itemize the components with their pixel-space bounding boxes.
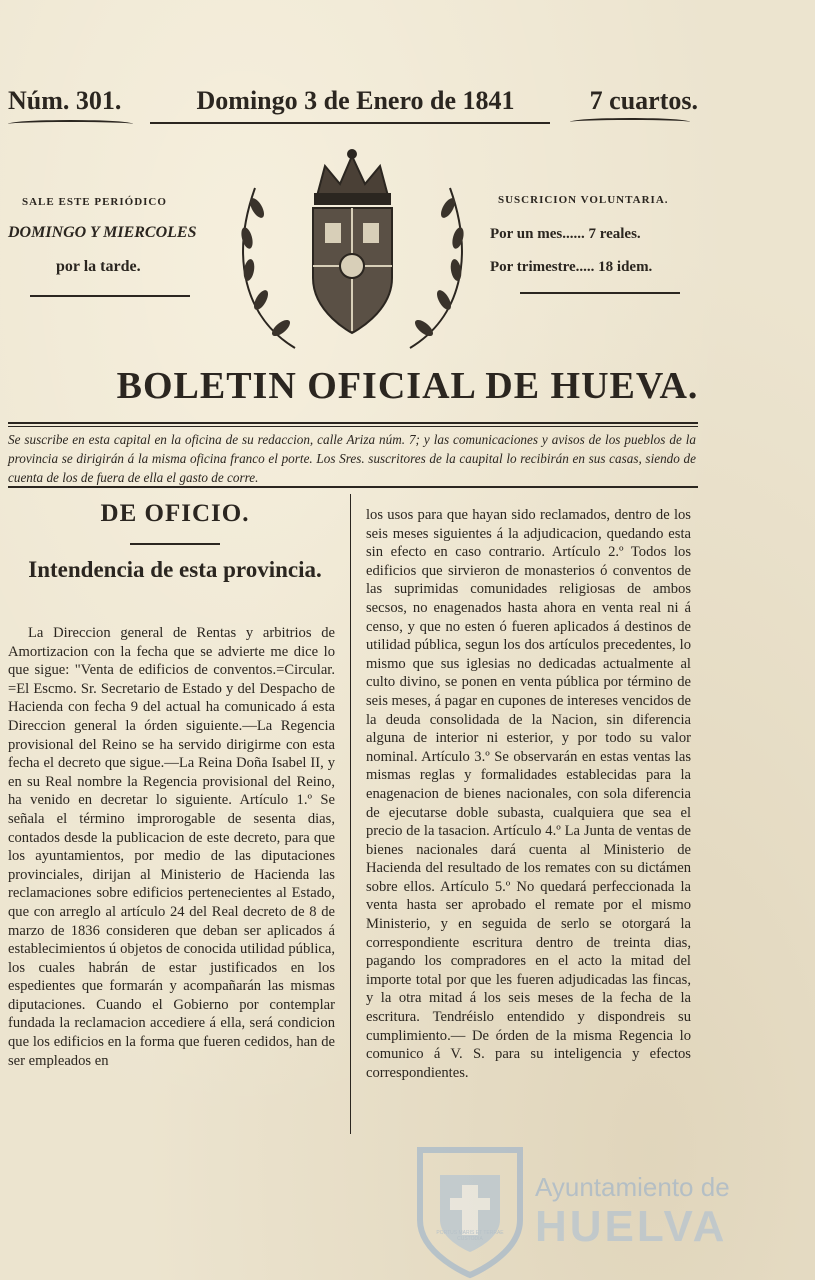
subscription-month-price: Por un mes...... 7 reales. <box>490 226 641 242</box>
watermark-seal-text: PORTUS MARIS ET TERRAE CUSTODIA <box>436 1230 504 1242</box>
issue-number: Núm. 301. <box>8 86 122 115</box>
issue-price: 7 cuartos. <box>589 86 698 115</box>
title-rule-top-thin <box>8 426 698 427</box>
right-ornament-rule <box>520 292 680 294</box>
watermark-line2: HUELVA <box>535 1202 728 1251</box>
left-ornament-rule <box>30 295 190 297</box>
newspaper-title: BOLETIN OFICIAL DE HUEVA. <box>116 365 699 407</box>
city-seal-icon <box>400 1130 540 1280</box>
subscription-quarter-price: Por trimestre..... 18 idem. <box>490 259 653 275</box>
masthead-rule <box>150 122 550 124</box>
subscription-note: Se suscribe en esta capital en la oficina de su redaccion, calle Ariza núm. 7; y las comunicaciones y avisos de los pueblos de la provincia se dirigirán á la misma oficina franco el porte. Los Sres. suscritores de la caupital lo recibirán en sus casas, siendo de cuenta de los de fuera de ella el gasto de corre. <box>8 432 696 485</box>
column-right-text: los usos para que hayan sido reclamados, dentro de los seis meses siguientes á la adjudicacion, quedando esta sin efecto en caso contrario. Artículo 2.º Todos los edificios que sirvieron de monasterios ó conventos de las suprimidas comunidades religiosas de ambos secsos, no enagenados hasta ahora en venta real ni á censo, y que no esten ó fueren aplicados á destinos de utilidad pública, segun los dos artículos precedentes, lo mismo que sus iglesias no dedicadas actualmente al culto divino, se ponen en venta pública por término de seis meses, á pagar en cupones de intereses vencidos de la deuda consolidada de la Nacion, sin diferencia alguna de interior ni esterior, y por todo su valor nominal. Artículo 3.º Se observarán en estas ventas las mismas reglas y formalidades establecidas para la enagenacion de bienes nacionales, con sola diferencia de ejecutarse doble subasta, cualquiera que sea el precio de la tasacion. Artículo 4.º La Junta de ventas de bienes nacionales dará cuenta al Ministerio de Hacienda del resultado de los remates con su dictámen sobre ellos. Artículo 5.º No quedará perfeccionada la venta hasta ser aprobado el remate por el mismo Ministerio, y en seguida de serlo se otorgará la correspondiente escritura dentro de treinta dias, pagando los compradores en el acto la mitad del importe total por que les fueren adjudicadas las fincas, y la otra mitad á los seis meses de la fecha de la escritura. Tendréislo entendido y dispondreis su cumplimiento.— De órden de la misma Regencia lo comunico á V. S. para su inteligencia y efectos correspondientes. <box>366 507 692 1081</box>
publication-time: por la tarde. <box>56 258 141 275</box>
section-heading: DE OFICIO. <box>100 500 250 527</box>
archive-watermark <box>400 1130 800 1280</box>
coat-of-arms <box>225 148 480 358</box>
note-rule-bottom <box>8 486 698 488</box>
title-rule-top <box>8 422 698 424</box>
masthead-swash-right <box>570 118 690 126</box>
column-divider <box>350 494 351 1134</box>
subscription-label: SUSCRICION VOLUNTARIA. <box>498 194 669 206</box>
masthead-swash-left <box>8 120 133 128</box>
issue-date: Domingo 3 de Enero de 1841 <box>196 86 515 115</box>
watermark-line1: Ayuntamiento de <box>535 1172 730 1202</box>
publication-days: DOMINGO Y MIERCOLES <box>8 224 197 241</box>
section-heading-rule <box>130 543 220 545</box>
masthead <box>8 86 698 116</box>
column-left-text: La Direccion general de Rentas y arbitrios de Amortizacion con la fecha que se advierte me dice lo que sigue: "Venta de edificios de conventos.=Circular. =El Escmo. Sr. Secretario de Estado y del Despacho de Hacienda con fecha 9 del actual ha comunicado á esta Direccion general la órden siguiente.—La Regencia provisional del Reino se ha servido dirigirme con esta fecha el decreto que sigue.—La Reina Doña Isabel II, y en su Real nombre la Regencia provisional del Reino, ha venido en decretar lo siguiente. Artículo 1.º Se señala el término improrogable de sesenta dias, contados desde la publicacion de este decreto, para que los ayuntamientos, por medio de las diputaciones provinciales, dirijan al Ministerio de Hacienda las reclamaciones sobre edificios pertenecientes al Estado, que con arreglo al artículo 24 del Real decreto de 8 de marzo de 1836 consideren que deban ser aplicados á establecimientos ú objetos de conocida utilidad pública, los cuales habrán de estar justificados en los espedientes que formarán y acompañarán las mismas diputaciones. Cuando el Gobierno por contemplar fundada la reclamacion accediere á ella, será condicion que los edificios en la forma que fueren cedidos, han de ser empleados en <box>8 625 335 1069</box>
coat-of-arms-icon <box>225 148 480 358</box>
publication-schedule-label: SALE ESTE PERIÓDICO <box>22 196 167 208</box>
section-subheading: Intendencia de esta provincia. <box>28 557 322 582</box>
